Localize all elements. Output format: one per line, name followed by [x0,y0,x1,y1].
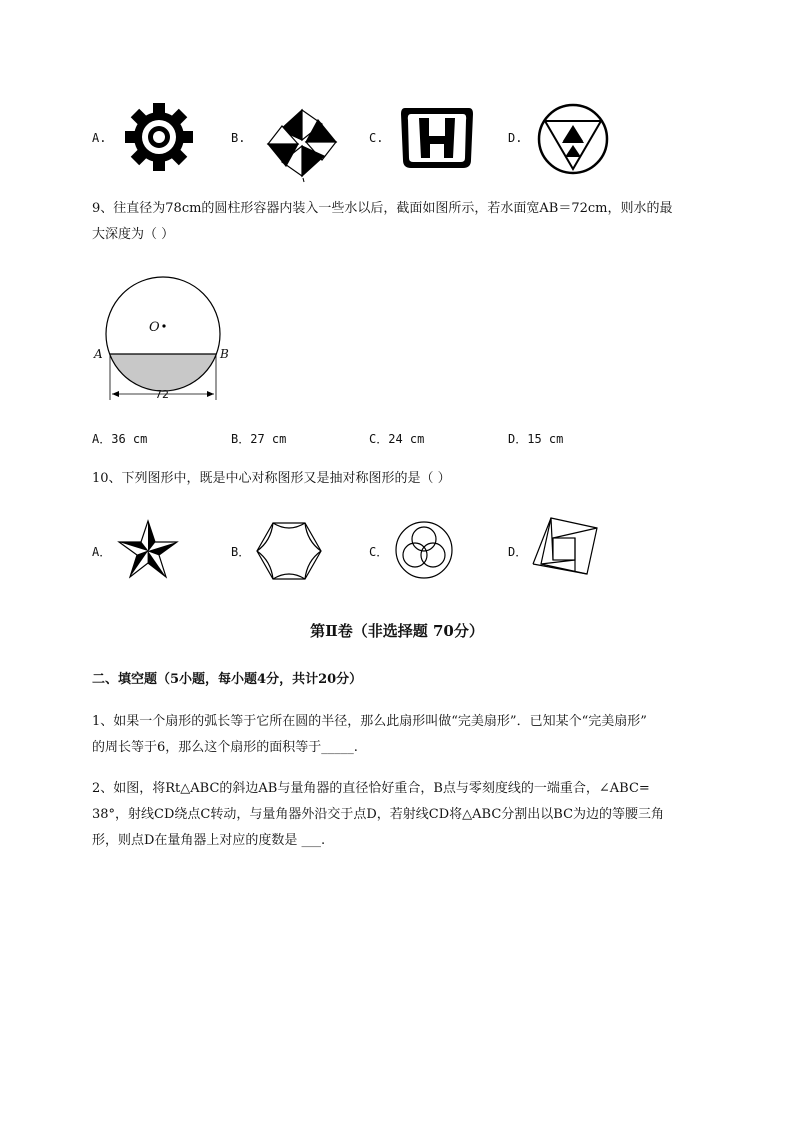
q9-point-b-label: B [220,347,229,361]
fill1-line1: 1、如果一个扇形的弧长等于它所在圆的半径，那么此扇形叫做“完美扇形”．已知某个“完美扇形” [92,714,647,729]
fill2-line3: 形，则点D在量角器上对应的度数是 ___. [92,833,326,848]
q9-option-c: C．24 cm [369,432,425,446]
q10-option-a-label: A． [92,545,112,559]
q8-option-d-label: D. [508,131,523,145]
q9-stem-line2: 大深度为（ ） [92,227,175,242]
fill2-line2: 38°，射线CD绕点C转动，与量角器外沿交于点D，若射线CD将△ABC分割出以BC为边的等腰三角 [92,807,665,822]
triforce-circle-icon [536,103,610,175]
q8-option-a-label: A. [92,131,107,145]
h-logo-icon [399,104,475,172]
q9-option-a: A．36 cm [92,432,148,446]
q9-stem-line1: 9、往直径为78cm的圆柱形容器内装入一些水以后，截面如图所示，若水面宽AB＝72cm，则水的最 [92,201,673,216]
fill2-line1: 2、如图，将Rt△ABC的斜边AB与量角器的直径恰好重合，B点与零刻度线的一端重合，∠ABC= [92,781,650,796]
q10-option-d-label: D． [508,545,528,559]
q9-center-label: O [149,320,160,335]
pinwheel-squares-icon [531,516,601,586]
q9-point-a-label: A [94,347,103,361]
gear-icon [124,102,194,172]
section2-title: 二、填空题（5小题，每小题4分，共计20分） [92,672,363,687]
hexagon-arcs-icon [256,520,322,582]
q10-option-c-label: C． [369,545,389,559]
water-region [110,354,216,392]
part2-title: 第Ⅱ卷（非选择题 70分） [310,622,484,640]
q9-option-d: D．15 cm [508,432,564,446]
q9-circle-figure [92,270,242,405]
q8-option-b-label: B. [231,131,246,145]
three-circles-icon [394,520,454,580]
q8-option-c-label: C. [369,131,384,145]
q9-option-b: B．27 cm [231,432,287,446]
q9-width-label: 72 [155,388,169,401]
fill1-line2: 的周长等于6，那么这个扇形的面积等于_____. [92,740,358,755]
q10-stem: 10、下列图形中，既是中心对称图形又是抽对称图形的是（ ） [92,471,451,486]
q10-option-b-label: B． [231,545,251,559]
star-icon [117,520,179,582]
pinwheel-icon [262,104,342,182]
